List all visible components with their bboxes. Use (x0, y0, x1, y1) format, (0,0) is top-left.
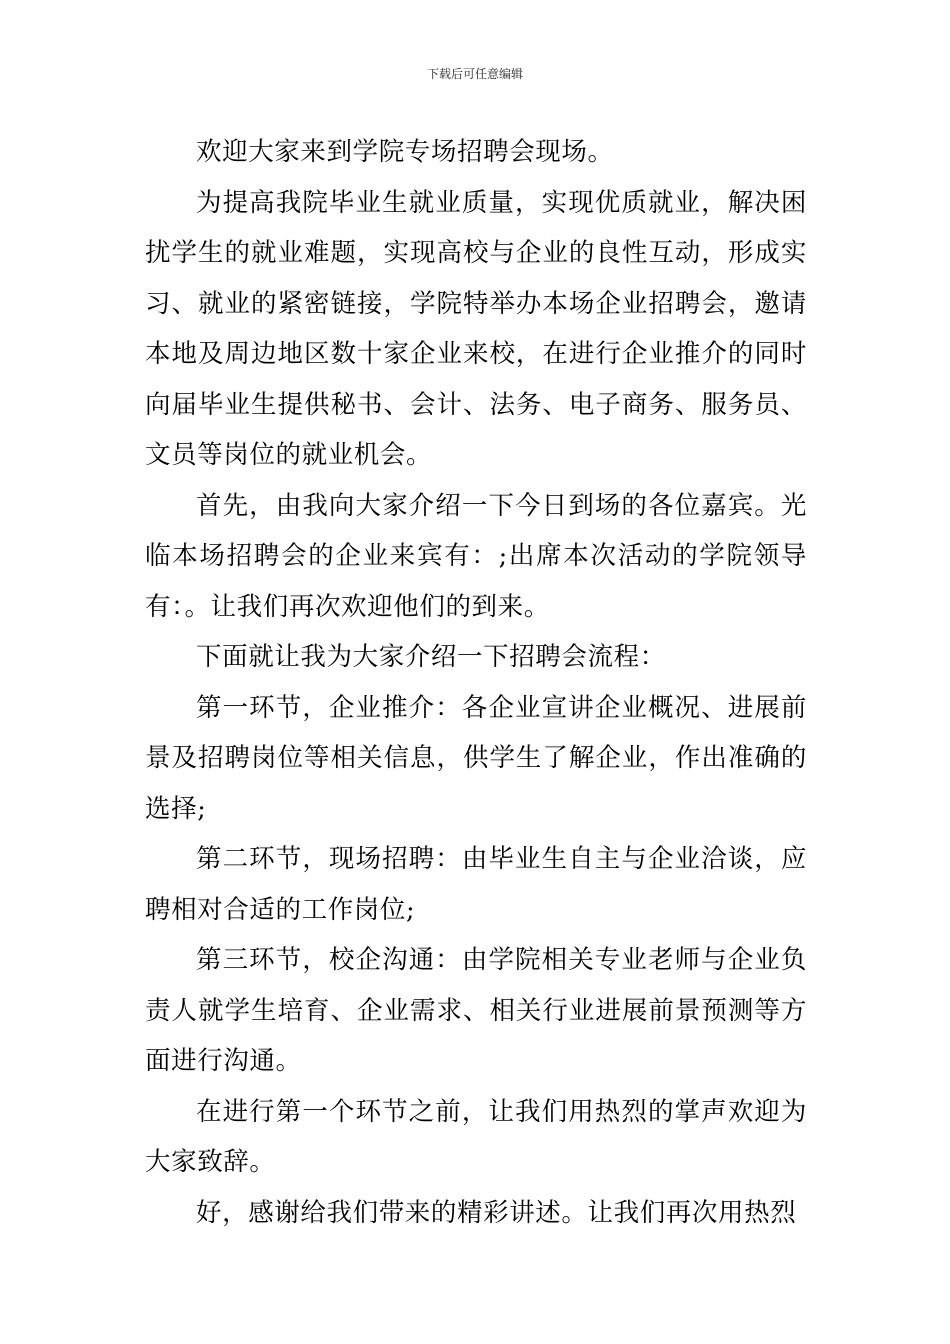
paragraph-welcome: 欢迎大家来到学院专场招聘会现场。 (196, 137, 614, 167)
paragraph-before-speech: 在进行第一个环节之前，让我们用热烈的掌声欢迎为大家致辞。 (145, 1096, 807, 1177)
paragraph-process-intro: 下面就让我为大家介绍一下招聘会流程： (196, 642, 666, 672)
paragraph-thanks: 好，感谢给我们带来的精彩讲述。让我们再次用热烈 (196, 1197, 797, 1228)
paragraph-guests: 首先，由我向大家介绍一下今日到场的各位嘉宾。光临本场招聘会的企业来宾有：;出席本次活动的学院领导有：。让我们再次欢迎他们的到来。 (145, 490, 807, 622)
paragraph-purpose: 为提高我院毕业生就业质量，实现优质就业，解决困扰学生的就业难题，实现高校与企业的良性互动，形成实习、就业的紧密链接，学院特举办本场企业招聘会，邀请本地及周边地区数十家企业来校，在进行企业推介的同时向届毕业生提供秘书、会计、法务、电子商务、服务员、文员等岗位的就业机会。 (145, 187, 807, 470)
page-header: 下载后可任意编辑 (426, 67, 523, 81)
paragraph-step-three: 第三环节，校企沟通：由学院相关专业老师与企业负责人就学生培育、企业需求、相关行业进展前景预测等方面进行沟通。 (145, 945, 807, 1076)
document-body (145, 127, 807, 1238)
paragraph-step-one: 第一环节，企业推介：各企业宣讲企业概况、进展前景及招聘岗位等相关信息，供学生了解企业，作出准确的选择; (145, 692, 807, 824)
paragraph-step-two: 第二环节，现场招聘：由毕业生自主与企业洽谈，应聘相对合适的工作岗位; (145, 844, 807, 925)
